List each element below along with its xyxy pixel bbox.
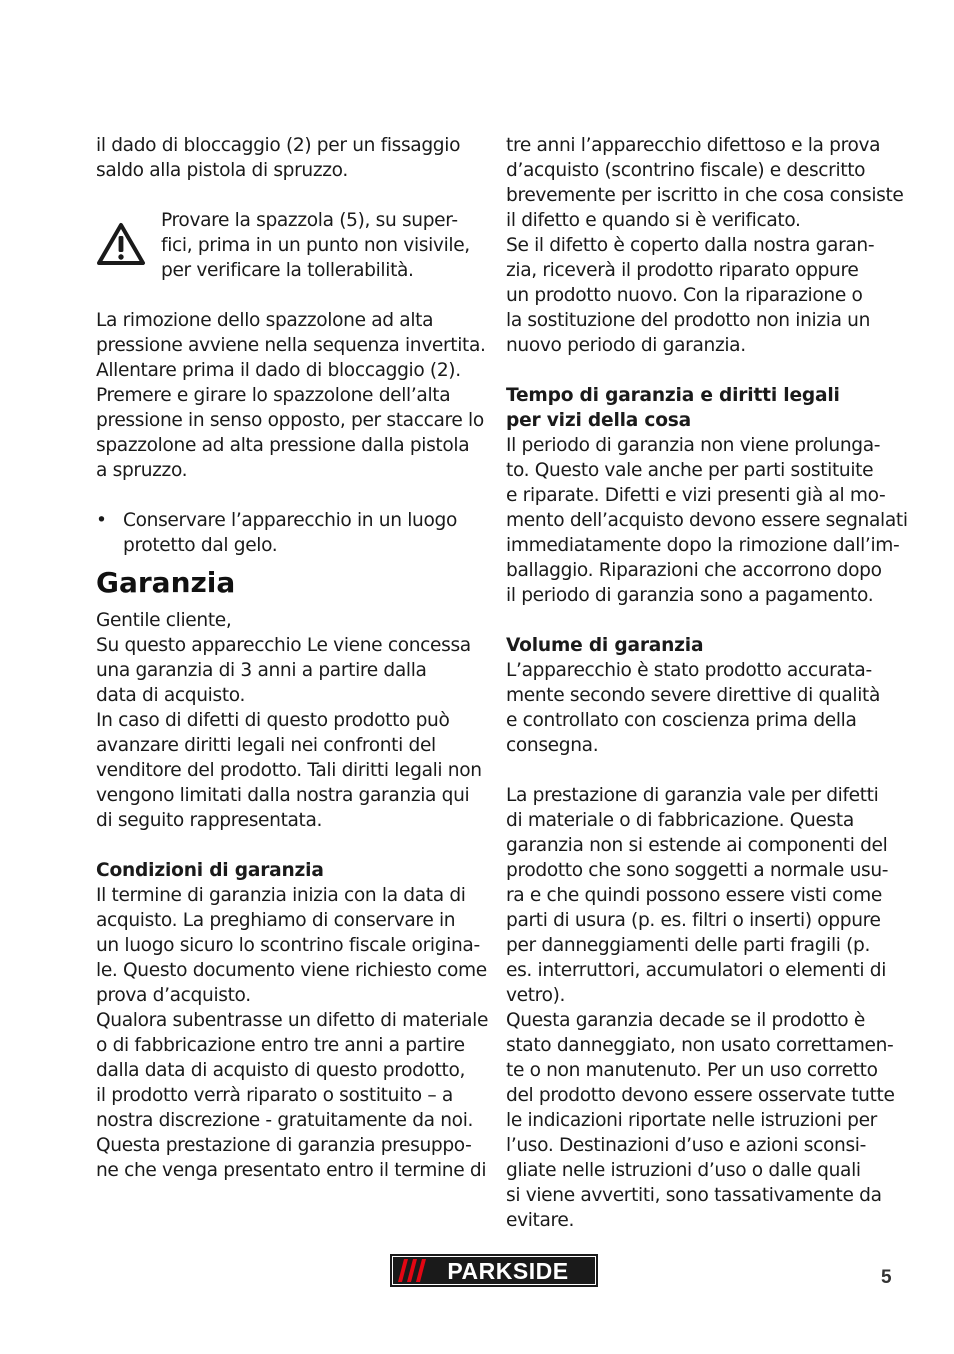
text-line: Gentile cliente, — [96, 610, 232, 631]
left-column — [96, 133, 489, 1183]
time-paragraph — [506, 433, 908, 608]
text-line: pressione avviene nella sequenza invertita. — [96, 335, 486, 356]
text-line: La rimozione dello spazzolone ad alta — [96, 310, 434, 331]
text-line: mento dell’acquisto devono essere segnalati — [506, 510, 908, 531]
text-line: to. Questo vale anche per parti sostituite — [506, 460, 874, 481]
text-line: per danneggiamenti delle parti fragili (p. — [506, 935, 871, 956]
text-line: es. interruttori, accumulatori o elementi di — [506, 960, 887, 981]
time-heading-line: per vizi della cosa — [506, 410, 692, 431]
text-line: nuovo periodo di garanzia. — [506, 335, 746, 356]
text-line: Allentare prima il dado di bloccaggio (2). — [96, 360, 461, 381]
text-line: prodotto che sono soggetti a normale usu- — [506, 860, 889, 881]
text-line: L’apparecchio è stato prodotto accurata- — [506, 660, 872, 681]
text-line: Premere e girare lo spazzolone dell’alta — [96, 385, 451, 406]
text-line: zia, riceverà il prodotto riparato oppure — [506, 260, 859, 281]
text-line: ra e che quindi possono essere visti come — [506, 885, 882, 906]
warning-text-line: Provare la spazzola (5), su super- — [161, 210, 458, 231]
section-title: Garanzia — [96, 566, 236, 599]
text-line: di materiale o di fabbricazione. Questa — [506, 810, 854, 831]
parkside-logo — [390, 1254, 598, 1287]
bullet-item — [96, 508, 486, 558]
text-line: brevemente per iscritto in che cosa consiste — [506, 185, 904, 206]
page-number: 5 — [881, 1267, 892, 1288]
brand-wordmark: PARKSIDE — [447, 1258, 569, 1284]
text-line: e controllato con coscienza prima della — [506, 710, 857, 731]
text-line: d’acquisto (scontrino fiscale) e descritto — [506, 160, 866, 181]
volume-paragraph — [506, 658, 896, 758]
text-line: Qualora subentrasse un difetto di materiale — [96, 1010, 489, 1031]
text-line: la sostituzione del prodotto non inizia un — [506, 310, 871, 331]
text-line: e riparate. Difetti e vizi presenti già al mo- — [506, 485, 886, 506]
text-line: te o non manutenuto. Per un uso corretto — [506, 1060, 878, 1081]
text-line: Su questo apparecchio Le viene concessa — [96, 635, 471, 656]
text-line: mente secondo severe direttive di qualità — [506, 685, 881, 706]
text-line: del prodotto devono essere osservate tutte — [506, 1085, 895, 1106]
text-line: consegna. — [506, 735, 599, 756]
text-line: saldo alla pistola di spruzzo. — [96, 160, 348, 181]
text-line: di seguito rappresentata. — [96, 810, 323, 831]
text-line: gliate nelle istruzioni d’uso o dalle quali — [506, 1160, 861, 1181]
continuation-paragraph — [506, 133, 904, 358]
volume-heading: Volume di garanzia — [506, 635, 704, 656]
text-line: o di fabbricazione entro tre anni a partire — [96, 1035, 465, 1056]
text-line: evitare. — [506, 1210, 575, 1231]
text-line: le indicazioni riportate nelle istruzioni per — [506, 1110, 877, 1131]
text-line: vetro). — [506, 985, 566, 1006]
bullet-icon: • — [96, 510, 107, 531]
greeting-paragraph — [96, 608, 486, 833]
text-line: l’uso. Destinazioni d’uso e azioni sconsi- — [506, 1135, 866, 1156]
text-line: immediatamente dopo la rimozione dall’im- — [506, 535, 900, 556]
text-line: dalla data di acquisto di questo prodotto, — [96, 1060, 466, 1081]
text-line: il prodotto verrà riparato o sostituito – a — [96, 1085, 453, 1106]
text-line: il periodo di garanzia sono a pagamento. — [506, 585, 874, 606]
warning-triangle-icon — [96, 222, 146, 266]
text-line: ne che venga presentato entro il termine di — [96, 1160, 487, 1181]
text-line: garanzia non si estende ai componenti del — [506, 835, 888, 856]
text-line: il difetto e quando si è verificato. — [506, 210, 801, 231]
text-line: In caso di difetti di questo prodotto può — [96, 710, 450, 731]
text-line: ballaggio. Riparazioni che accorrono dopo — [506, 560, 882, 581]
time-heading-line: Tempo di garanzia e diritti legali — [506, 385, 840, 406]
text-line: prova d’acquisto. — [96, 985, 251, 1006]
text-line: a spruzzo. — [96, 460, 188, 481]
warning-text-line: per verificare la tollerabilità. — [161, 260, 414, 281]
text-line: acquisto. La preghiamo di conservare in — [96, 910, 456, 931]
text-line: nostra discrezione - gratuitamente da noi. — [96, 1110, 474, 1131]
text-line: un luogo sicuro lo scontrino fiscale origina- — [96, 935, 480, 956]
text-line: venditore del prodotto. Tali diritti legali non — [96, 760, 482, 781]
conditions-heading: Condizioni di garanzia — [96, 860, 324, 881]
text-line: le. Questo documento viene richiesto come — [96, 960, 487, 981]
text-line: La prestazione di garanzia vale per difetti — [506, 785, 879, 806]
text-line: stato danneggiato, non usato correttamen- — [506, 1035, 894, 1056]
text-line: tre anni l’apparecchio difettoso e la prova — [506, 135, 881, 156]
text-line: avanzare diritti legali nei confronti del — [96, 735, 436, 756]
text-line: Se il difetto è coperto dalla nostra garan- — [506, 235, 875, 256]
text-line: un prodotto nuovo. Con la riparazione o — [506, 285, 863, 306]
removal-paragraph — [96, 308, 486, 483]
conditions-paragraph — [96, 883, 489, 1183]
text-line: vengono limitati dalla nostra garanzia qui — [96, 785, 470, 806]
intro-paragraph — [96, 133, 486, 183]
text-line: spazzolone ad alta pressione dalla pistola — [96, 435, 470, 456]
text-line: Questa garanzia decade se il prodotto è — [506, 1010, 865, 1031]
text-line: data di acquisto. — [96, 685, 246, 706]
warning-text-line: fici, prima in un punto non visivile, — [161, 235, 470, 256]
text-line: una garanzia di 3 anni a partire dalla — [96, 660, 427, 681]
text-line: Il periodo di garanzia non viene prolunga- — [506, 435, 881, 456]
scope-paragraph — [506, 783, 896, 1233]
text-line: parti di usura (p. es. filtri o inserti) oppure — [506, 910, 881, 931]
text-line: si viene avvertiti, sono tassativamente da — [506, 1185, 882, 1206]
text-line: Questa prestazione di garanzia presuppo- — [96, 1135, 472, 1156]
text-line: pressione in senso opposto, per staccare lo — [96, 410, 484, 431]
text-line: il dado di bloccaggio (2) per un fissaggio — [96, 135, 461, 156]
bullet-text-line: Conservare l’apparecchio in un luogo — [123, 510, 457, 531]
right-column — [506, 133, 908, 1233]
warning-note — [96, 208, 486, 283]
bullet-text-line: protetto dal gelo. — [123, 535, 278, 556]
text-line: Il termine di garanzia inizia con la data di — [96, 885, 466, 906]
